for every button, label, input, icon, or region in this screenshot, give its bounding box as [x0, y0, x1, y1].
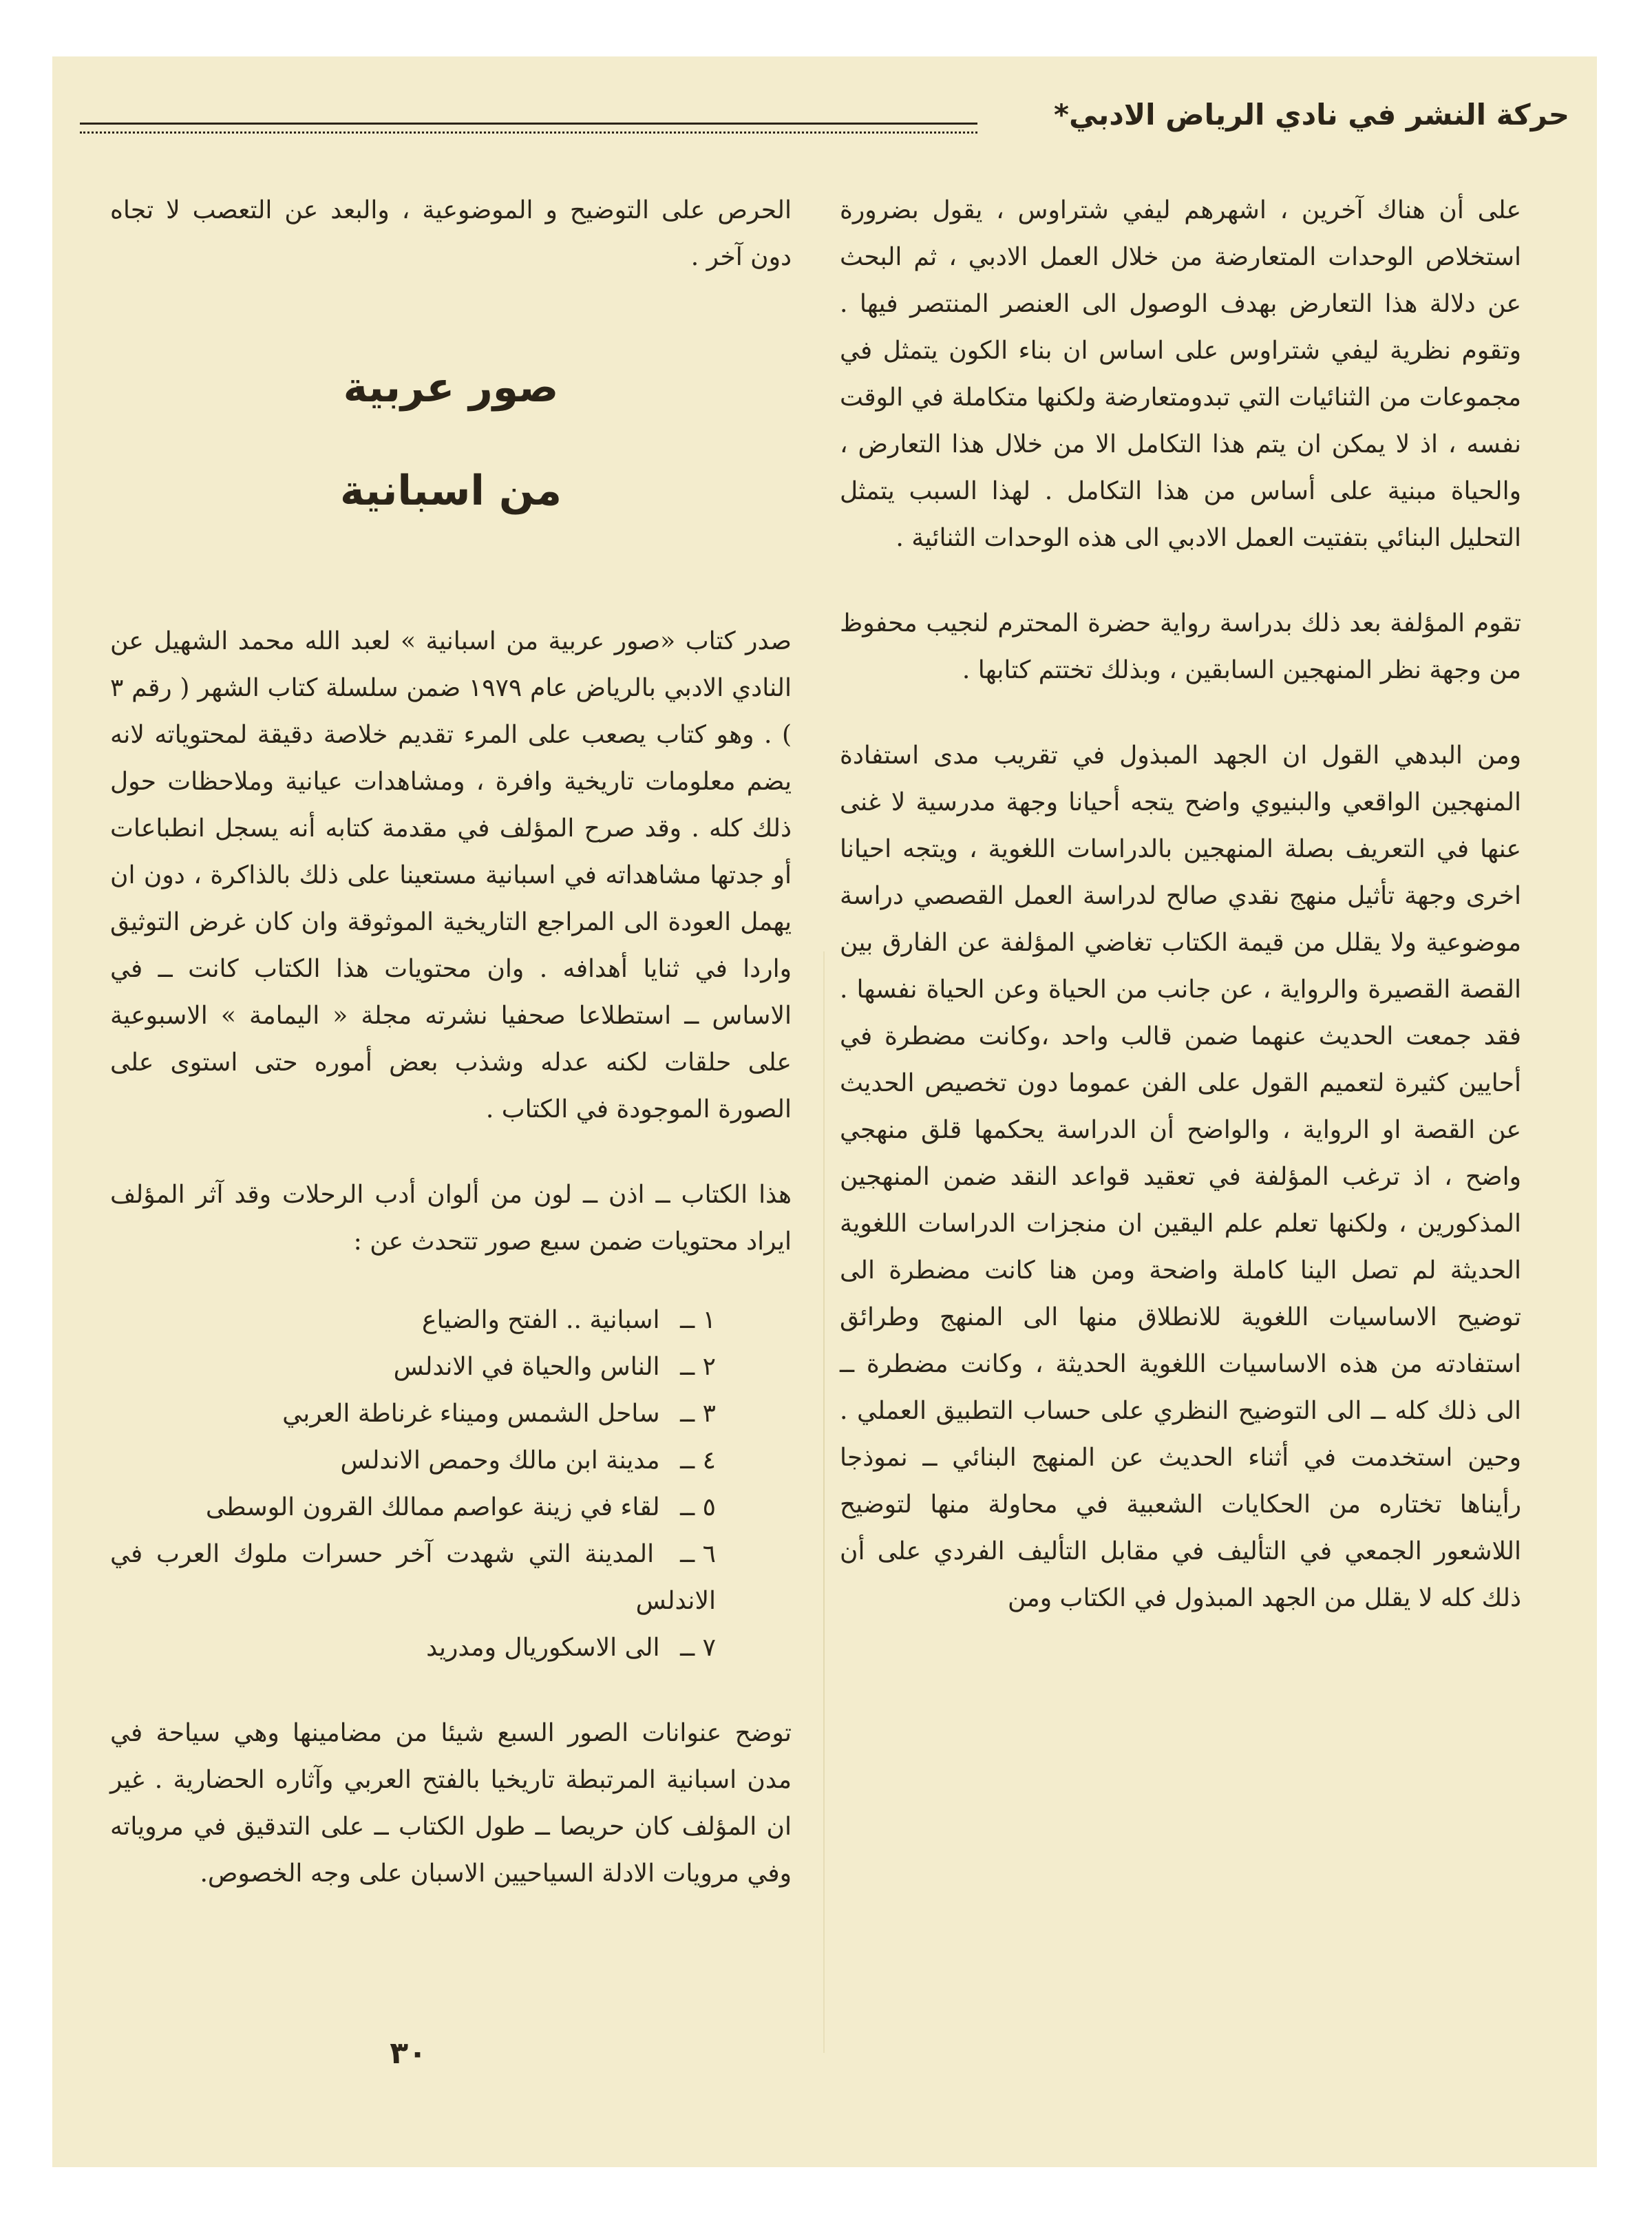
list-number: ٣ ــ — [680, 1400, 716, 1428]
list-text: الناس والحياة في الاندلس — [393, 1353, 660, 1381]
paragraph: هذا الكتاب ــ اذن ــ لون من ألوان أدب الرحلات وقد آثر المؤلف ايراد محتويات ضمن سبع صور تتحدث عن : — [110, 1181, 792, 1256]
list-item — [110, 1625, 716, 1672]
list-number: ٤ ــ — [680, 1446, 716, 1475]
list-text: لقاء في زينة عواصم ممالك القرون الوسطى — [205, 1493, 660, 1521]
list-item — [110, 1297, 716, 1344]
paragraph: الحرص على التوضيح و الموضوعية ، والبعد عن التعصب لا تجاه دون آخر . — [110, 196, 792, 271]
magazine-page — [52, 56, 1597, 2167]
column-divider — [823, 951, 825, 2053]
list-text: مدينة ابن مالك وحمص الاندلس — [340, 1446, 660, 1475]
right-column — [840, 187, 1521, 1660]
list-item — [110, 1344, 716, 1391]
list-number: ١ ــ — [680, 1306, 716, 1334]
list-text: اسبانية .. الفتح والضياع — [421, 1306, 660, 1334]
page-number: ٣٠ — [390, 2036, 427, 2071]
list-number: ٢ ــ — [680, 1353, 716, 1381]
list-item — [110, 1531, 716, 1625]
page-header — [80, 98, 1569, 173]
paragraph: صدر كتاب «صور عربية من اسبانية » لعبد الله محمد الشهيل عن النادي الادبي بالرياض عام ١٩٧٩ ضمن سلسلة كتاب الشهر ( رقم ٣ ) . وهو كتاب يصعب على المرء تقديم خلاصة دقيقة لمحتوياته لانه يضم معلومات تاريخية وافرة ، ومشاهدات عيانية وملاحظات حول ذلك كله . وقد صرح المؤلف في مقدمة كتابه أنه يسجل انطباعات أو جدتها مشاهداته في اسبانية مستعينا على ذلك بالذاكرة ، دون ان يهمل العودة الى المراجع التاريخية الموثوقة وان كان غرض التوثيق واردا في ثنايا أهدافه . وان محتويات هذا الكتاب كانت ــ في الاساس ــ استطلاعا صحفيا نشرته مجلة « اليمامة » الاسبوعية على حلقات لكنه عدله وشذب بعض أموره حتى استوى على الصورة الموجودة في الكتاب . — [110, 627, 792, 1124]
article-title-line: من اسبانية — [339, 467, 562, 515]
paragraph: ومن البدهي القول ان الجهد المبذول في تقريب مدى استفادة المنهجين الواقعي والبنيوي واضح يتجه أحيانا وجهة مدرسية لا غنى عنها في التعريف بصلة المنهجين بالدراسات اللغوية ، ويتجه احيانا اخرى وجهة تأثيل منهج نقدي صالح لدراسة العمل القصصي دراسة موضوعية ولا يقلل من قيمة الكتاب تغاضي المؤلفة عن الفارق بين القصة القصيرة والرواية ، عن جانب من الحياة وعن الحياة نفسها . فقد جمعت الحديث عنهما ضمن قالب واحد ،وكانت مضطرة في أحايين كثيرة لتعميم القول على الفن عموما دون تخصيص الحديث عن القصة او الرواية ، والواضح أن الدراسة يحكمها قلق منهجي واضح ، اذ ترغب المؤلفة في تعقيد قواعد النقد ضمن المنهجين المذكورين ، ولكنها تعلم علم اليقين ان منجزات الدراسات اللغوية الحديثة لم تصل الينا كاملة واضحة ومن هنا كانت مضطرة الى توضيح الاساسيات اللغوية للانطلاق منها الى المنهج وطرائق استفادته من هذه الاساسيات اللغوية الحديثة ، وكانت مضطرة ــ الى ذلك كله ــ الى التوضيح النظري على حساب التطبيق العملي . وحين استخدمت في أثناء الحديث عن المنهج البنائي ــ نموذجا رأيناها تختاره من الحكايات الشعبية في محاولة منها لتوضيح اللاشعور الجمعي في التأليف في مقابل التأليف الفردي على أن ذلك كله لا يقلل من الجهد المبذول في الكتاب ومن — [840, 741, 1521, 1612]
chapter-list — [110, 1297, 792, 1672]
list-number: ٦ ــ — [680, 1540, 716, 1568]
list-item — [110, 1484, 716, 1531]
article-title-line: صور عربية — [343, 363, 559, 412]
list-number: ٧ ــ — [680, 1634, 716, 1662]
list-text: ساحل الشمس وميناء غرناطة العربي — [282, 1400, 660, 1428]
list-item — [110, 1437, 716, 1484]
paragraph: تقوم المؤلفة بعد ذلك بدراسة رواية حضرة المحترم لنجيب محفوظ من وجهة نظر المنهجين السابقين ، وبذلك تختتم كتابها . — [840, 609, 1521, 684]
list-text: الى الاسكوريال ومدريد — [426, 1634, 660, 1662]
list-number: ٥ ــ — [680, 1493, 716, 1521]
left-column — [110, 187, 792, 1936]
running-title: حركة النشر في نادي الرياض الادبي* — [1054, 98, 1569, 131]
header-rule — [80, 123, 977, 134]
list-item — [110, 1391, 716, 1437]
paragraph: توضح عنوانات الصور السبع شيئا من مضامينها وهي سياحة في مدن اسبانية المرتبطة تاريخيا بالفتح العربي وآثاره الحضارية . غير ان المؤلف كان حريصا ــ طول الكتاب ــ على التدقيق في مروياته وفي مرويات الادلة السياحيين الاسبان على وجه الخصوص. — [110, 1719, 792, 1888]
paragraph: على أن هناك آخرين ، اشهرهم ليفي شتراوس ، يقول بضرورة استخلاص الوحدات المتعارضة من خلال العمل الادبي ، ثم البحث عن دلالة هذا التعارض بهدف الوصول الى العنصر المنتصر فيها . وتقوم نظرية ليفي شتراوس على اساس ان بناء الكون يتمثل في مجموعات من الثنائيات التي تبدومتعارضة ولكنها متكاملة في الوقت نفسه ، اذ لا يمكن ان يتم هذا التكامل الا من خلال هذا التعارض ، والحياة مبنية على أساس من هذا التكامل . لهذا السبب يتمثل التحليل البنائي بتفتيت العمل الادبي الى هذه الوحدات الثنائية . — [840, 196, 1521, 552]
list-text: المدينة التي شهدت آخر حسرات ملوك العرب في الاندلس — [110, 1540, 716, 1615]
article-title — [110, 357, 792, 522]
